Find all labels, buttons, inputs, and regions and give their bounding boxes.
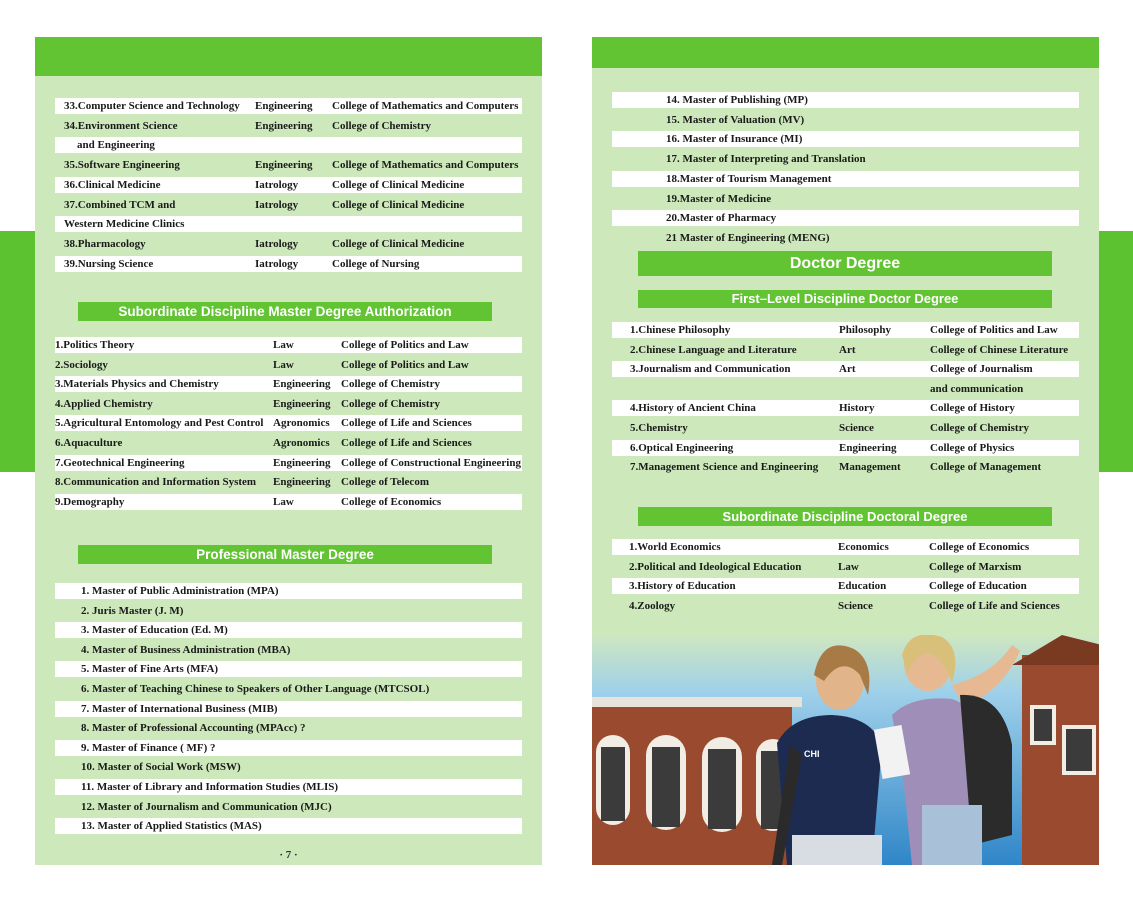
discipline-name: 3.History of Education (629, 580, 736, 593)
table-row (55, 256, 522, 272)
right-side-band (1098, 231, 1133, 472)
table-row (55, 376, 522, 392)
list-item (612, 191, 1079, 207)
discipline-field: Iatrology (255, 257, 299, 270)
table-row (55, 197, 522, 213)
discipline-college: College of Economics (929, 541, 1030, 553)
list-item (55, 799, 522, 815)
left-page (35, 37, 542, 865)
table-row (55, 216, 522, 232)
discipline-college: College of Management (930, 461, 1042, 474)
discipline-name: 33.Computer Science and Technology (64, 100, 240, 112)
discipline-college: College of Mathematics and Computers (332, 159, 519, 172)
discipline-college: College of Politics and Law (341, 339, 469, 351)
discipline-field: Engineering (255, 159, 313, 172)
discipline-name: 3.Materials Physics and Chemistry (55, 378, 219, 391)
degree-name: 14. Master of Publishing (MP) (666, 94, 808, 106)
table-row (55, 337, 522, 353)
discipline-name: 6.Aquaculture (55, 437, 123, 449)
banner-subordinate-master: Subordinate Discipline Master Degree Authorization (78, 302, 492, 321)
discipline-field: Iatrology (255, 178, 299, 191)
table-row (55, 177, 522, 193)
discipline-name: and Engineering (77, 139, 155, 152)
discipline-name: 7.Management Science and Engineering (630, 461, 819, 474)
discipline-name: 35.Software Engineering (64, 159, 180, 172)
right-page-header (592, 37, 1099, 68)
discipline-field: Philosophy (839, 324, 891, 336)
discipline-field: Agronomics (273, 417, 330, 430)
table-row (55, 455, 522, 471)
table-row (612, 420, 1079, 436)
degree-name: 11. Master of Library and Information Studies (MLIS) (81, 781, 339, 793)
degree-name: 19.Master of Medicine (666, 192, 772, 205)
discipline-college: College of Chemistry (332, 119, 431, 132)
discipline-name: 7.Geotechnical Engineering (55, 456, 185, 469)
discipline-name: 8.Communication and Information System (55, 476, 257, 489)
discipline-name: 5.Agricultural Entomology and Pest Control (55, 417, 264, 430)
students-campus-photo (592, 635, 1099, 865)
degree-name: 9. Master of Finance ( MF) ? (81, 741, 216, 754)
discipline-name: 37.Combined TCM and (64, 198, 176, 211)
list-item (55, 583, 522, 599)
list-item (55, 622, 522, 638)
right-page (592, 37, 1099, 865)
degree-name: 8. Master of Professional Accounting (MPAcc) ? (81, 722, 306, 735)
table-row (55, 396, 522, 412)
list-item (55, 701, 522, 717)
discipline-field: Engineering (255, 119, 313, 132)
discipline-name: 2.Chinese Language and Literature (630, 343, 797, 356)
list-item (612, 210, 1079, 226)
discipline-college: College of Clinical Medicine (332, 198, 465, 211)
degree-name: 1. Master of Public Administration (MPA) (81, 585, 279, 597)
banner-doctor-degree: Doctor Degree (638, 251, 1052, 276)
table-row (55, 435, 522, 451)
discipline-field: Art (839, 343, 856, 356)
discipline-field: Management (839, 461, 901, 474)
discipline-name: 2.Sociology (55, 358, 108, 371)
discipline-field: Engineering (273, 378, 331, 391)
discipline-name: 4.Zoology (629, 599, 676, 612)
table-row (55, 357, 522, 373)
discipline-college: College of Chemistry (341, 378, 440, 391)
discipline-name: 6.Optical Engineering (630, 441, 734, 454)
degree-name: 13. Master of Applied Statistics (MAS) (81, 820, 262, 833)
discipline-college: College of Journalism (930, 363, 1033, 376)
degree-name: 4. Master of Business Administration (MBA) (81, 643, 291, 656)
banner-subordinate-doctoral: Subordinate Discipline Doctoral Degree (638, 507, 1052, 526)
list-item (612, 112, 1079, 128)
discipline-field: Engineering (273, 456, 331, 469)
table-row (55, 118, 522, 134)
discipline-field: Science (838, 599, 873, 612)
discipline-college: College of Clinical Medicine (332, 178, 465, 191)
left-side-band (0, 231, 35, 472)
discipline-college: College of Chemistry (930, 422, 1029, 434)
degree-name: 17. Master of Interpreting and Translation (666, 153, 866, 166)
table-row (612, 440, 1079, 456)
list-item (55, 818, 522, 834)
table-row (612, 361, 1079, 377)
table-row (55, 474, 522, 490)
banner-first-level-doctor: First–Level Discipline Doctor Degree (638, 290, 1052, 308)
discipline-field: Engineering (273, 397, 331, 410)
table-row (612, 598, 1079, 614)
table-row (612, 578, 1079, 594)
discipline-college: College of Politics and Law (930, 324, 1058, 336)
degree-name: 18.Master of Tourism Management (666, 172, 832, 185)
discipline-name: 1.World Economics (629, 541, 721, 553)
degree-name: 15. Master of Valuation (MV) (666, 113, 805, 126)
discipline-field: Science (839, 422, 874, 434)
degree-name: 16. Master of Insurance (MI) (666, 133, 803, 146)
list-item (612, 151, 1079, 167)
discipline-field: Engineering (839, 441, 897, 454)
discipline-name: 38.Pharmacology (64, 237, 146, 250)
discipline-college: College of Education (929, 580, 1027, 593)
list-item (55, 740, 522, 756)
list-item (612, 92, 1079, 108)
list-item (55, 642, 522, 658)
degree-name: 21 Master of Engineering (MENG) (666, 231, 830, 244)
discipline-college: College of Politics and Law (341, 358, 469, 371)
discipline-name: 34.Environment Science (64, 119, 178, 132)
degree-name: 12. Master of Journalism and Communication (MJC) (81, 800, 332, 813)
discipline-field: Iatrology (255, 198, 299, 211)
degree-name: 6. Master of Teaching Chinese to Speakers of Other Language (MTCSOL) (81, 683, 430, 695)
discipline-college: College of Nursing (332, 257, 420, 270)
discipline-college: College of Life and Sciences (341, 437, 472, 449)
discipline-name: 4.History of Ancient China (630, 402, 756, 415)
discipline-name: 2.Political and Ideological Education (629, 560, 802, 573)
list-item (55, 661, 522, 677)
discipline-field: Engineering (273, 476, 331, 489)
table-row (612, 342, 1079, 358)
discipline-field: Law (273, 495, 294, 508)
discipline-college: College of Chemistry (341, 397, 440, 410)
table-row (55, 157, 522, 173)
discipline-field: Art (839, 363, 856, 376)
list-item (55, 759, 522, 775)
discipline-field: Education (838, 580, 887, 593)
discipline-name: 5.Chemistry (630, 422, 688, 434)
table-row (612, 400, 1079, 416)
discipline-field: Economics (838, 541, 889, 553)
discipline-college: College of Economics (341, 495, 442, 508)
discipline-college: College of History (930, 402, 1015, 415)
list-item (55, 720, 522, 736)
discipline-college: College of Clinical Medicine (332, 237, 465, 250)
table-row (55, 415, 522, 431)
degree-name: 20.Master of Pharmacy (666, 212, 777, 225)
discipline-name: 36.Clinical Medicine (64, 178, 161, 191)
table-row (55, 236, 522, 252)
left-page-header (35, 37, 542, 76)
table-row (612, 539, 1079, 555)
list-item (612, 230, 1079, 246)
table-row (55, 494, 522, 510)
list-item (612, 131, 1079, 147)
list-item (55, 603, 522, 619)
list-item (55, 779, 522, 795)
table-row (612, 381, 1079, 397)
list-item (55, 681, 522, 697)
discipline-college: College of Marxism (929, 560, 1022, 573)
discipline-name: 1.Politics Theory (55, 339, 135, 351)
discipline-field: Iatrology (255, 237, 299, 250)
discipline-field: Agronomics (273, 437, 330, 449)
degree-name: 7. Master of International Business (MIB) (81, 702, 278, 715)
degree-name: 5. Master of Fine Arts (MFA) (81, 663, 219, 676)
discipline-name: 1.Chinese Philosophy (630, 324, 731, 336)
discipline-field: History (839, 402, 875, 415)
table-row (612, 559, 1079, 575)
discipline-field: Law (273, 358, 294, 371)
list-item (612, 171, 1079, 187)
discipline-field: Engineering (255, 100, 313, 112)
discipline-college: and communication (930, 382, 1024, 395)
discipline-name: 3.Journalism and Communication (630, 363, 791, 376)
discipline-name: 39.Nursing Science (64, 257, 154, 270)
banner-professional-master: Professional Master Degree (78, 545, 492, 564)
degree-name: 10. Master of Social Work (MSW) (81, 761, 241, 774)
discipline-college: College of Constructional Engineering (341, 456, 521, 469)
table-row (55, 98, 522, 114)
discipline-college: College of Life and Sciences (341, 417, 472, 430)
discipline-college: College of Life and Sciences (929, 599, 1060, 612)
discipline-college: College of Chinese Literature (930, 343, 1069, 356)
discipline-field: Law (838, 560, 859, 573)
table-row (612, 459, 1079, 475)
svg-text:CHI: CHI (804, 749, 820, 759)
discipline-college: College of Physics (930, 441, 1015, 454)
page-number: · 7 · (279, 849, 298, 861)
discipline-name: 4.Applied Chemistry (55, 397, 153, 410)
discipline-name: Western Medicine Clinics (64, 218, 185, 231)
table-row (612, 322, 1079, 338)
discipline-name: 9.Demography (55, 495, 125, 508)
table-row (55, 137, 522, 153)
discipline-college: College of Telecom (341, 476, 429, 489)
degree-name: 3. Master of Education (Ed. M) (81, 624, 228, 637)
degree-name: 2. Juris Master (J. M) (81, 604, 184, 617)
discipline-college: College of Mathematics and Computers (332, 100, 519, 112)
discipline-field: Law (273, 339, 294, 351)
